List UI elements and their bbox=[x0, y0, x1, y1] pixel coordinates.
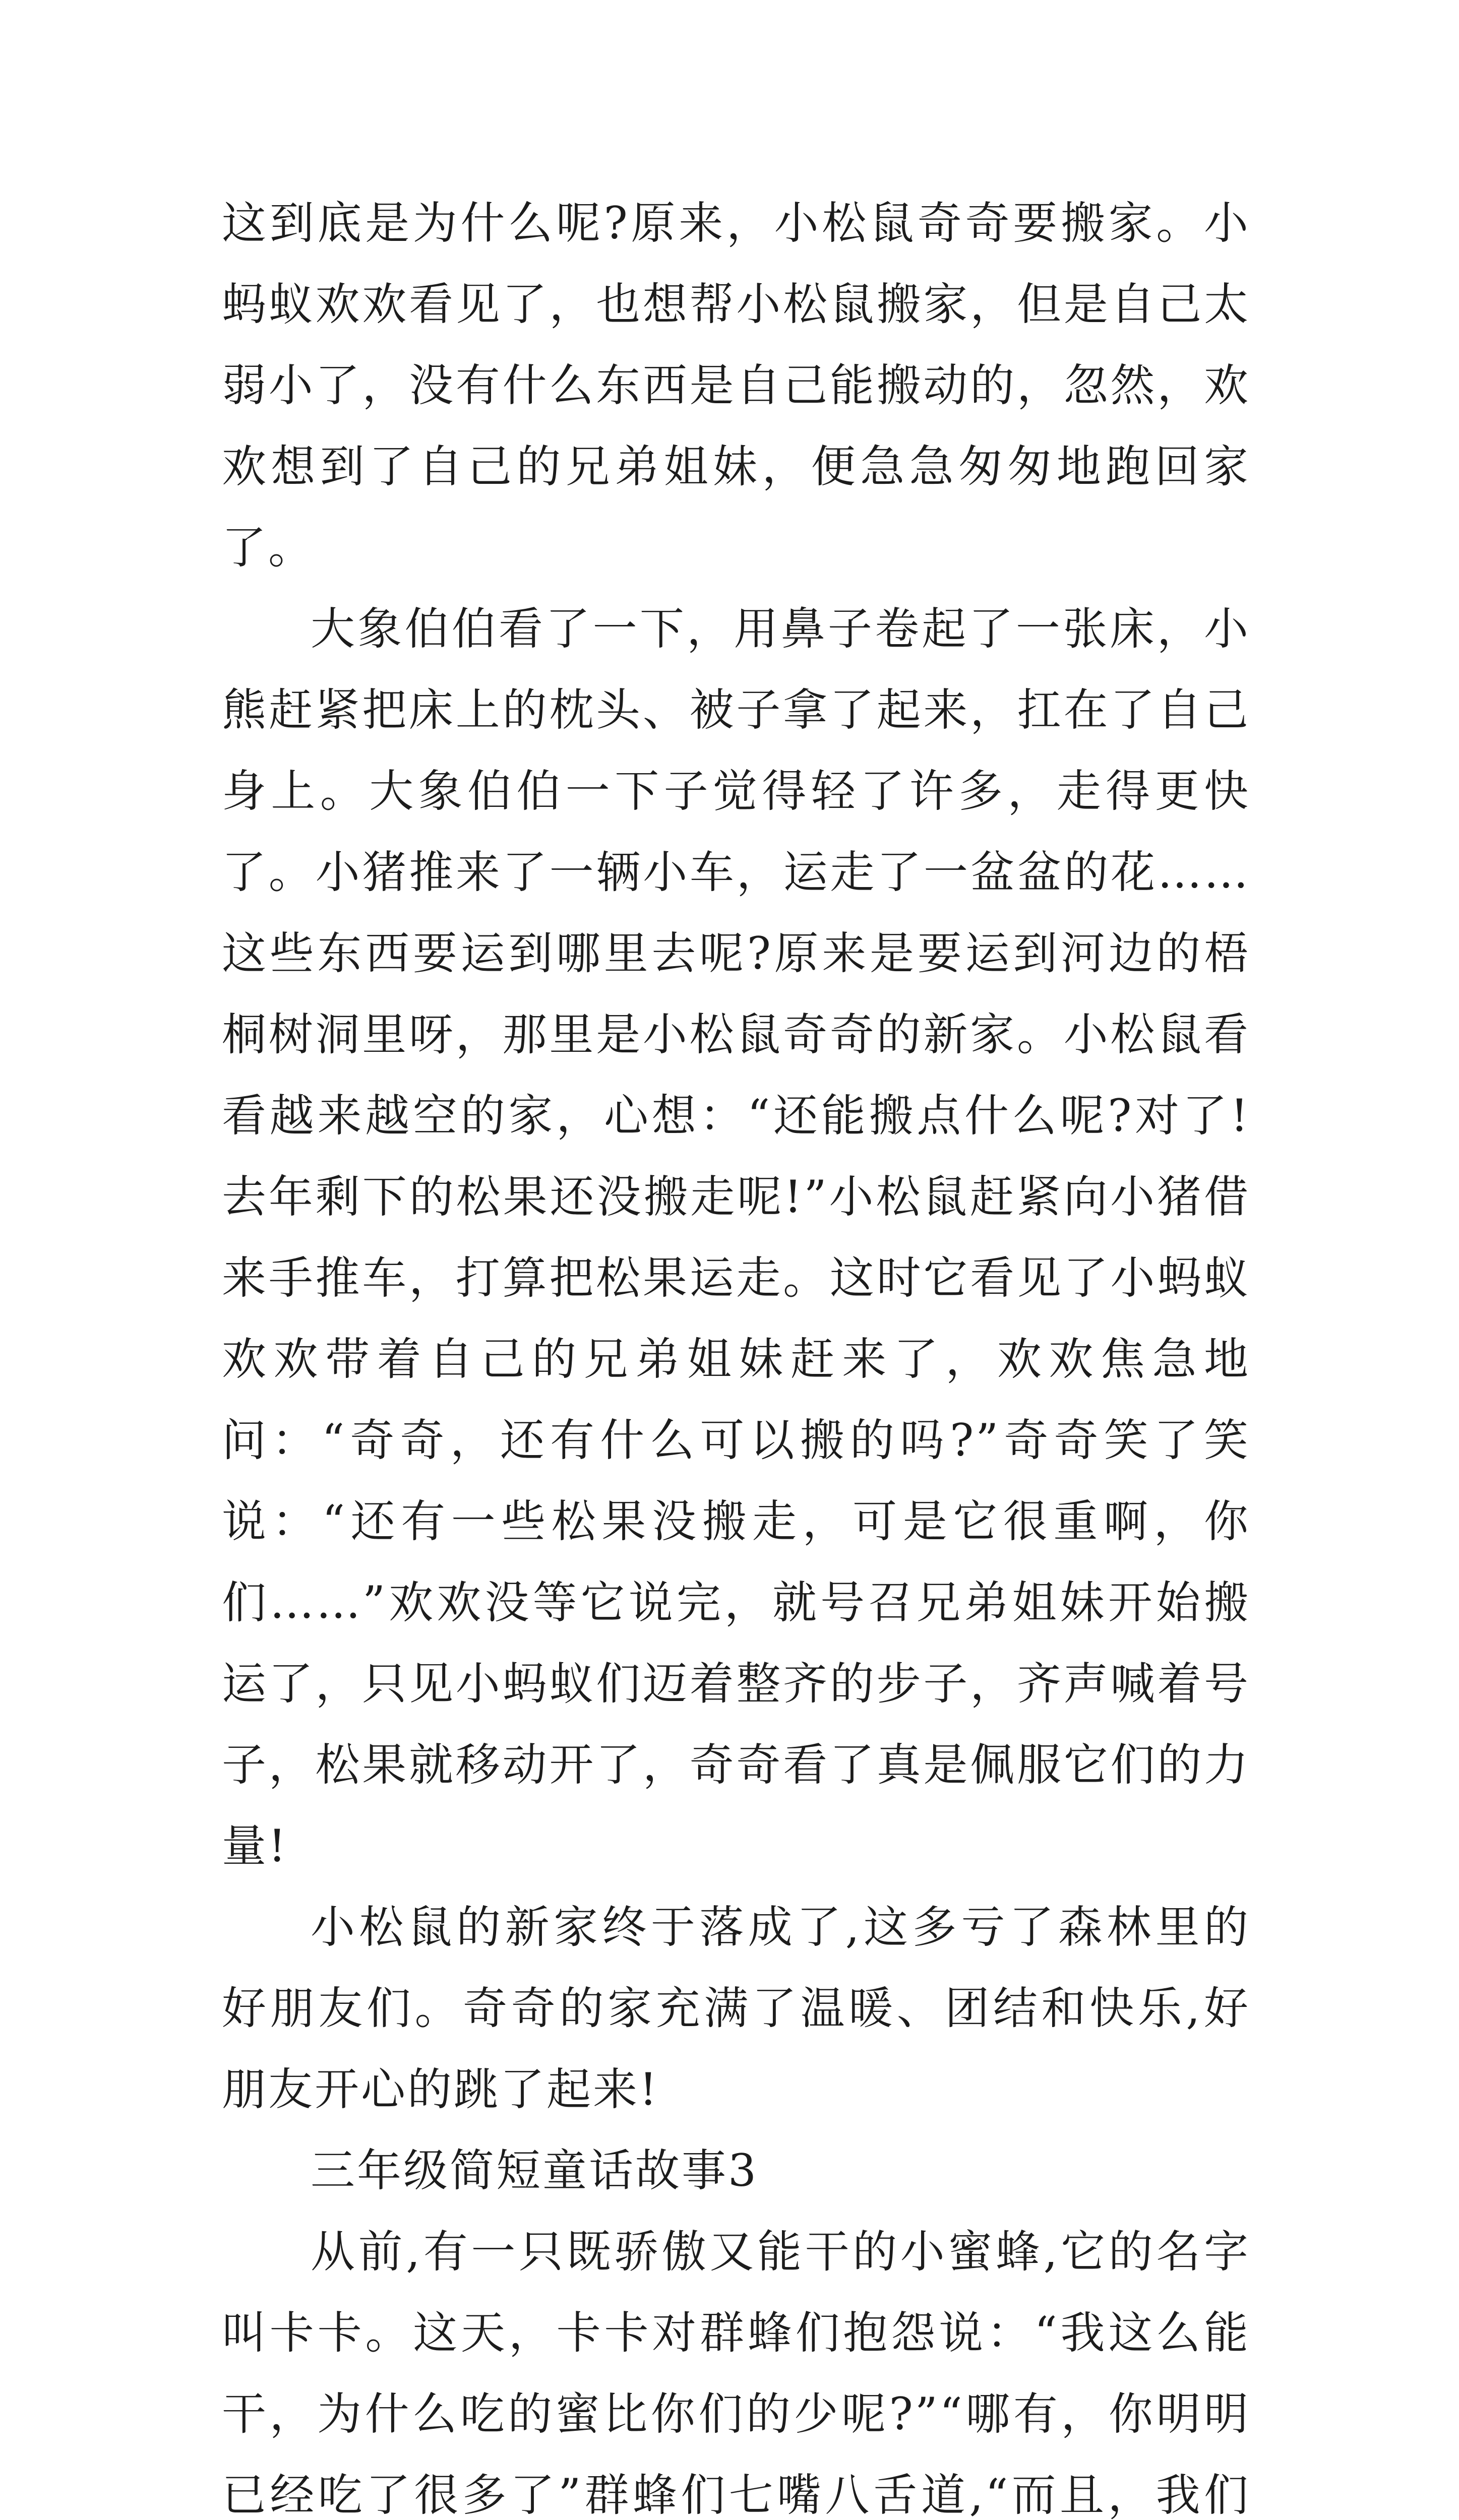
story-paragraph-1: 这到底是为什么呢?原来，小松鼠奇奇要搬家。小蚂蚁欢欢看见了，也想帮小松鼠搬家，但是自己太弱小了，没有什么东西是自己能搬动的，忽然，欢欢想到了自己的兄弟姐妹，便急急匆匆地跑回家了。 bbox=[222, 197, 1250, 574]
section-heading: 三年级简短童话故事3 bbox=[311, 2145, 758, 2196]
story-paragraph-2: 大象伯伯看了一下，用鼻子卷起了一张床，小熊赶紧把床上的枕头、被子拿了起来，扛在了自己身上。大象伯伯一下子觉得轻了许多，走得更快了。小猪推来了一辆小车，运走了一盆盆的花……这些东西要运到哪里去呢?原来是要运到河边的梧桐树洞里呀，那里是小松鼠奇奇的新家。小松鼠看看越来越空的家，心想：“还能搬点什么呢?对了!去年剩下的松果还没搬走呢!”小松鼠赶紧向小猪借来手推车，打算把松果运走。这时它看见了小蚂蚁欢欢带着自己的兄弟姐妹赶来了，欢欢焦急地问：“奇奇，还有什么可以搬的吗?”奇奇笑了笑说：“还有一些松果没搬走，可是它很重啊，你们……”欢欢没等它说完，就号召兄弟姐妹开始搬运了，只见小蚂蚁们迈着整齐的步子，齐声喊着号子，松果就移动开了，奇奇看了真是佩服它们的力量! bbox=[222, 603, 1250, 1872]
story-paragraph-4: 从前,有一只既骄傲又能干的小蜜蜂,它的名字叫卡卡。这天，卡卡对群蜂们抱怨说：“我这么能干，为什么吃的蜜比你们的少呢?”“哪有，你明明已经吃了很多了”群蜂们七嘴八舌道,“而且，我们 bbox=[222, 2226, 1250, 2520]
document-body bbox=[222, 182, 1250, 2520]
story-paragraph-3: 小松鼠的新家终于落成了,这多亏了森林里的好朋友们。奇奇的家充满了温暖、团结和快乐,好朋友开心的跳了起来! bbox=[222, 1901, 1250, 2115]
